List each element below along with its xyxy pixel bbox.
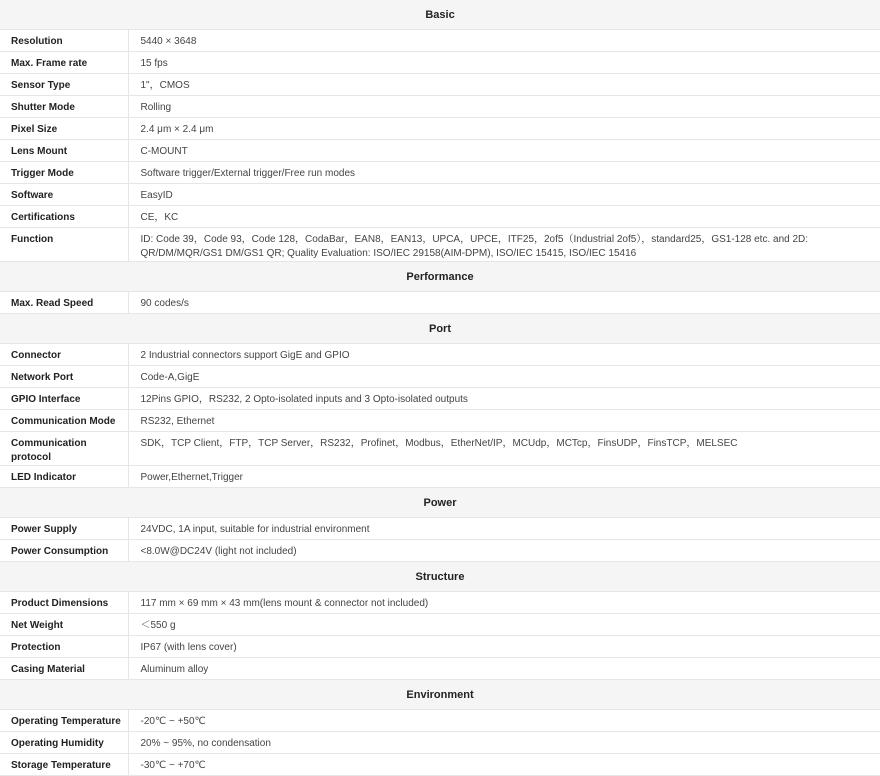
spec-row [0,410,880,432]
section-title: Power [0,488,880,518]
spec-label: LED Indicator [0,466,128,488]
spec-row [0,540,880,562]
section-header-environment [0,680,880,710]
spec-value: RS232, Ethernet [128,410,880,432]
spec-label: Power Supply [0,518,128,540]
section-header-power [0,488,880,518]
spec-row [0,344,880,366]
spec-label: Shutter Mode [0,96,128,118]
spec-label: Power Consumption [0,540,128,562]
spec-row [0,592,880,614]
spec-row [0,658,880,680]
spec-label: Resolution [0,30,128,52]
spec-label: Max. Frame rate [0,52,128,74]
spec-row [0,366,880,388]
spec-label: Trigger Mode [0,162,128,184]
spec-label: Pixel Size [0,118,128,140]
spec-value: ID: Code 39，Code 93，Code 128，CodaBar，EAN8，EAN13，UPCA，UPCE，ITF25，2of5（Industrial 2of5），standard25，GS1-128 etc. and 2D: QR/DM/MQR/GS1 DM/GS1 QR; Quality Evaluation: ISO/IEC 29158(AIM-DPM), ISO/IEC 15415, ISO/IEC 15416 [128,228,880,262]
spec-row [0,96,880,118]
spec-value: 12Pins GPIO，RS232, 2 Opto-isolated inputs and 3 Opto-isolated outputs [128,388,880,410]
spec-row [0,206,880,228]
spec-value: Aluminum alloy [128,658,880,680]
spec-label: Software [0,184,128,206]
spec-label: Protection [0,636,128,658]
section-title: Structure [0,562,880,592]
spec-value: 5440 × 3648 [128,30,880,52]
spec-label: Lens Mount [0,140,128,162]
spec-value: 15 fps [128,52,880,74]
spec-value: -20℃ ~ +50℃ [128,710,880,732]
spec-row [0,184,880,206]
spec-value: SDK，TCP Client，FTP，TCP Server，RS232，Profinet，Modbus，EtherNet/IP，MCUdp，MCTcp，FinsUDP，FinsTCP，MELSEC [128,432,880,466]
spec-label: Certifications [0,206,128,228]
spec-value: 20% ~ 95%, no condensation [128,732,880,754]
spec-row [0,614,880,636]
section-title: Performance [0,262,880,292]
spec-value: 2.4 μm × 2.4 μm [128,118,880,140]
spec-row [0,710,880,732]
spec-row [0,732,880,754]
spec-label: Storage Temperature [0,754,128,776]
spec-value: Power,Ethernet,Trigger [128,466,880,488]
spec-label: Communication protocol [0,432,128,466]
spec-label: Product Dimensions [0,592,128,614]
spec-row [0,388,880,410]
spec-row [0,518,880,540]
section-title: Port [0,314,880,344]
spec-label: Max. Read Speed [0,292,128,314]
spec-label: Net Weight [0,614,128,636]
spec-label: GPIO Interface [0,388,128,410]
spec-row [0,162,880,184]
spec-label: Operating Humidity [0,732,128,754]
spec-row [0,636,880,658]
spec-value: EasyID [128,184,880,206]
spec-label: Operating Temperature [0,710,128,732]
spec-value: 117 mm × 69 mm × 43 mm(lens mount & connector not included) [128,592,880,614]
spec-row [0,30,880,52]
section-header-port [0,314,880,344]
spec-value: 1"，CMOS [128,74,880,96]
spec-row [0,432,880,466]
spec-label: Function [0,228,128,262]
spec-row [0,74,880,96]
spec-label: Casing Material [0,658,128,680]
spec-value: IP67 (with lens cover) [128,636,880,658]
spec-value: CE，KC [128,206,880,228]
section-title: Basic [0,0,880,30]
section-header-basic [0,0,880,30]
spec-value: Rolling [128,96,880,118]
section-header-structure [0,562,880,592]
spec-label: Communication Mode [0,410,128,432]
spec-row [0,52,880,74]
spec-label: Sensor Type [0,74,128,96]
spec-row [0,140,880,162]
spec-value: 90 codes/s [128,292,880,314]
spec-value: C-MOUNT [128,140,880,162]
spec-value: Software trigger/External trigger/Free run modes [128,162,880,184]
spec-value: -30℃ ~ +70℃ [128,754,880,776]
spec-value: Code-A,GigE [128,366,880,388]
spec-value: ＜550 g [128,614,880,636]
spec-value: 24VDC, 1A input, suitable for industrial environment [128,518,880,540]
spec-row [0,466,880,488]
spec-label: Network Port [0,366,128,388]
spec-value: <8.0W@DC24V (light not included) [128,540,880,562]
section-header-performance [0,262,880,292]
spec-value: 2 Industrial connectors support GigE and GPIO [128,344,880,366]
section-title: Environment [0,680,880,710]
spec-row [0,228,880,262]
spec-label: Connector [0,344,128,366]
spec-row [0,118,880,140]
spec-row [0,754,880,776]
spec-row [0,292,880,314]
